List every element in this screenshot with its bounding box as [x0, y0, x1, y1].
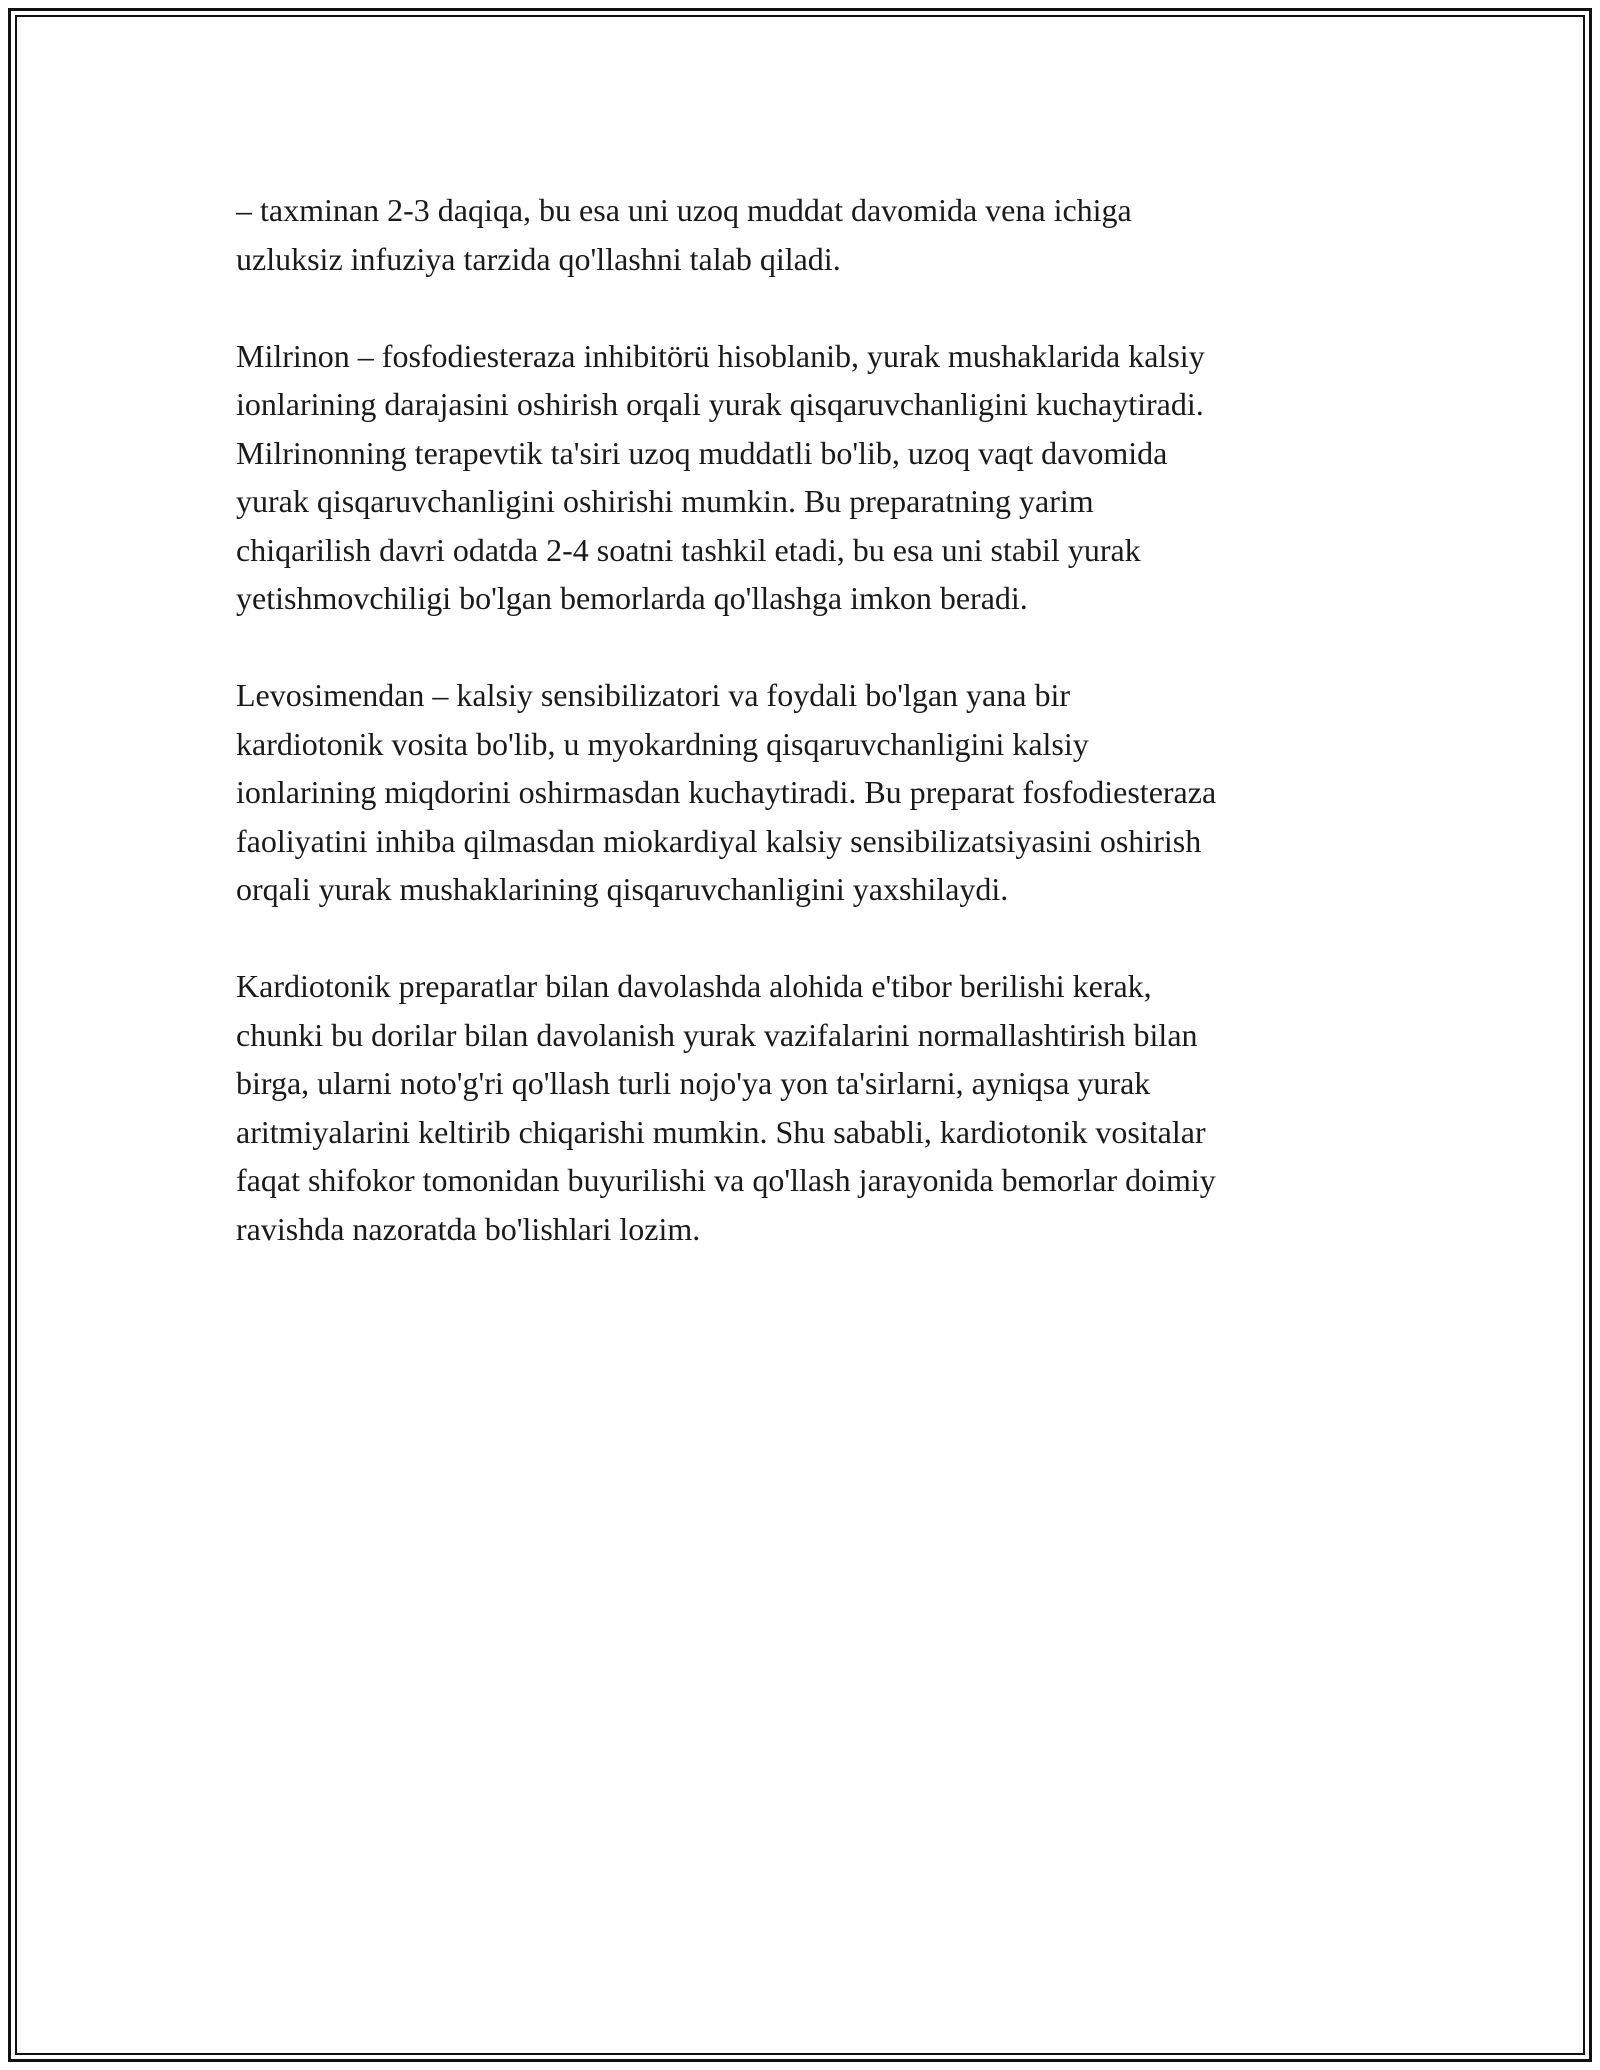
document-body	[236, 186, 1366, 1302]
paragraph-milrinon: Milrinon – fosfodiesteraza inhibitörü hisoblanib, yurak mushaklarida kalsiy ionlarining darajasini oshirish orqali yurak qisqaruvchanligini kuchaytiradi. Milrinonning terapevtik ta'siri uzoq muddatli bo'lib, uzoq vaqt davomida yurak qisqaruvchanligini oshirishi mumkin. Bu preparatning yarim chiqarilish davri odatda 2-4 soatni tashkil etadi, bu esa uni stabil yurak yetishmovchiligi bo'lgan bemorlarda qo'llashga imkon beradi.	[236, 337, 1205, 616]
paragraph-kardiotonik-caution: Kardiotonik preparatlar bilan davolashda alohida e'tibor berilishi kerak, chunki bu dorilar bilan davolanish yurak vazifalarini normallashtirish bilan birga, ularni noto'g'ri qo'llash turli nojo'ya yon ta'sirlarni, ayniqsa yurak aritmiyalarini keltirib chiqarishi mumkin. Shu sababli, kardiotonik vositalar faqat shifokor tomonidan buyurilishi va qo'llash jarayonida bemorlar doimiy ravishda nazoratda bo'lishlari lozim.	[236, 968, 1216, 1247]
paragraph-continuation: – taxminan 2-3 daqiqa, bu esa uni uzoq muddat davomida vena ichiga uzluksiz infuziya tarzida qo'llashni talab qiladi.	[236, 192, 1132, 277]
paragraph-levosimendan: Levosimendan – kalsiy sensibilizatori va foydali bo'lgan yana bir kardiotonik vosita bo'lib, u myokardning qisqaruvchanligini kalsiy ionlarining miqdorini oshirmasdan kuchaytiradi. Bu preparat fosfodiesteraza faoliyatini inhiba qilmasdan miokardiyal kalsiy sensibilizatsiyasini oshirish orqali yurak mushaklarining qisqaruvchanligini yaxshilaydi.	[236, 677, 1217, 907]
